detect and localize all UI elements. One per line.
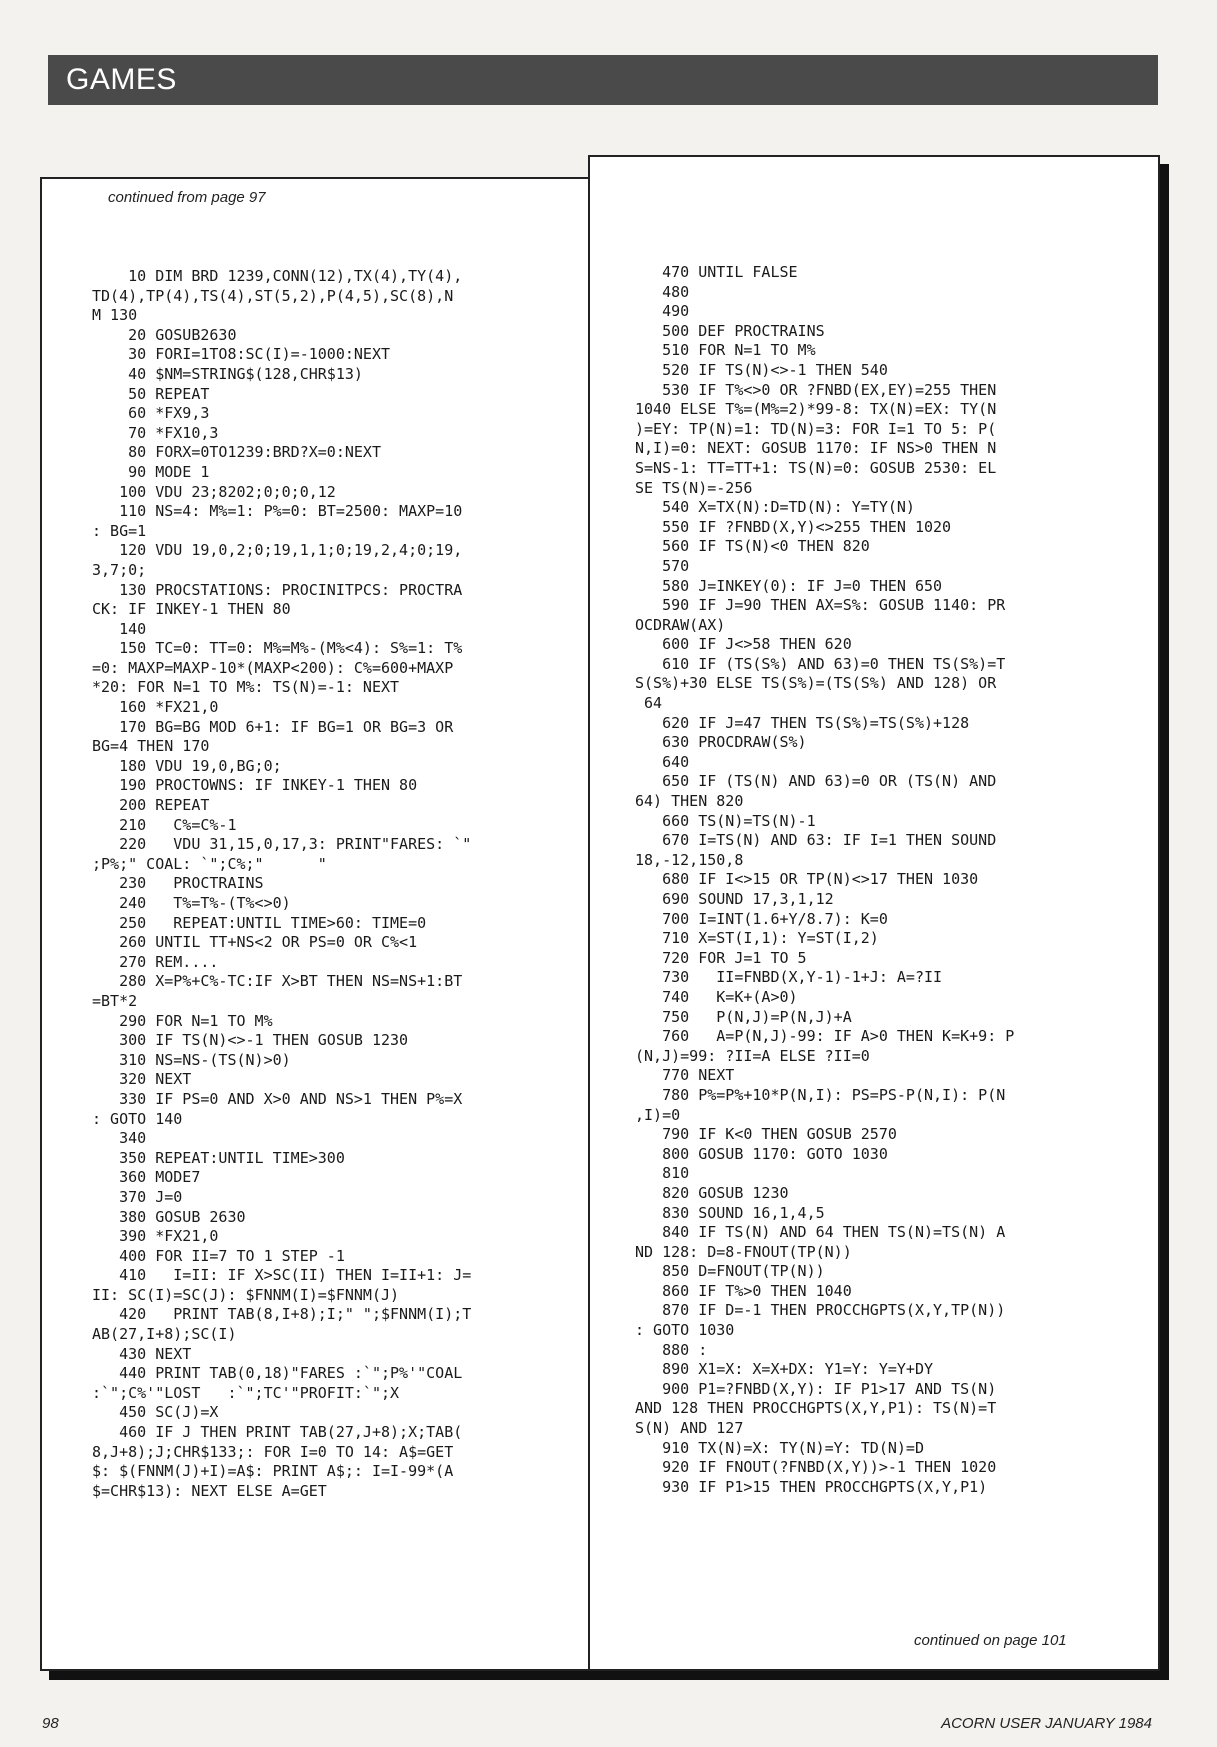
code-line: 410 I=II: IF X>SC(II) THEN I=II+1: J= [92,1266,472,1285]
code-line: 380 GOSUB 2630 [92,1207,246,1226]
code-line: 190 PROCTOWNS: IF INKEY-1 THEN 80 [92,776,418,795]
code-line: 850 D=FNOUT(TP(N)) [635,1262,825,1281]
code-line: SE TS(N)=-256 [635,478,753,497]
code-line: =0: MAXP=MAXP-10*(MAXP<200): C%=600+MAXP [92,658,454,677]
code-line: 770 NEXT [635,1066,735,1085]
code-line: BG=4 THEN 170 [92,737,210,756]
code-line: 64) THEN 820 [635,792,744,811]
code-line: 860 IF T%>0 THEN 1040 [635,1281,852,1300]
code-line: ,I)=0 [635,1105,681,1124]
code-line: : GOTO 1030 [635,1321,735,1340]
code-line: 500 DEF PROCTRAINS [635,321,825,340]
code-line: 60 *FX9,3 [92,404,210,423]
code-listing-left [92,267,471,1501]
code-line: 920 IF FNOUT(?FNBD(X,Y))>-1 THEN 1020 [635,1458,997,1477]
code-line: 430 NEXT [92,1344,192,1363]
code-line: 830 SOUND 16,1,4,5 [635,1203,825,1222]
code-line: 440 PRINT TAB(0,18)"FARES :`";P%'"COAL [92,1364,463,1383]
code-line: 650 IF (TS(N) AND 63)=0 OR (TS(N) AND [635,772,997,791]
code-line: AB(27,I+8);SC(I) [92,1325,237,1344]
code-line: =BT*2 [92,991,138,1010]
code-line: 330 IF PS=0 AND X>0 AND NS>1 THEN P%=X [92,1089,463,1108]
code-line: 910 TX(N)=X: TY(N)=Y: TD(N)=D [635,1438,924,1457]
code-line: 630 PROCDRAW(S%) [635,733,807,752]
code-line: : BG=1 [92,521,147,540]
code-line: 240 T%=T%-(T%<>0) [92,894,291,912]
code-line: M 130 [92,306,138,325]
code-line: 210 C%=C%-1 [92,815,237,834]
code-line: 18,-12,150,8 [635,850,744,869]
listing-panel-left [40,177,610,1671]
code-line: 250 REPEAT:UNTIL TIME>60: TIME=0 [92,913,427,932]
code-line: 750 P(N,J)=P(N,J)+A [635,1007,852,1026]
code-line: 350 REPEAT:UNTIL TIME>300 [92,1148,345,1167]
section-title: GAMES [66,63,177,96]
code-line: 710 X=ST(I,1): Y=ST(I,2) [635,929,879,948]
code-line: 610 IF (TS(S%) AND 63)=0 THEN TS(S%)=T [635,654,1006,673]
continued-on-note: continued on page 101 [914,1632,1067,1649]
code-line: 130 PROCSTATIONS: PROCINITPCS: PROCTRA [92,580,463,599]
code-line: 40 $NM=STRING$(128,CHR$13) [92,364,363,383]
code-line: 100 VDU 23;8202;0;0;0,12 [92,482,336,501]
code-line: AND 128 THEN PROCCHGPTS(X,Y,P1): TS(N)=T [635,1399,997,1418]
code-line: N,I)=0: NEXT: GOSUB 1170: IF NS>0 THEN N [635,439,997,458]
code-line: (N,J)=99: ?II=A ELSE ?II=0 [635,1046,870,1065]
code-line: 340 [92,1129,147,1148]
code-line: 800 GOSUB 1170: GOTO 1030 [635,1144,888,1163]
code-line: 490 [635,302,690,321]
code-line: :`";C%'"LOST :`";TC'"PROFIT:`";X [92,1383,400,1402]
code-line: 510 FOR N=1 TO M% [635,341,816,360]
code-line: 20 GOSUB2630 [92,325,237,344]
code-line: 200 REPEAT [92,796,210,815]
code-line: 660 TS(N)=TS(N)-1 [635,811,816,830]
code-line: 790 IF K<0 THEN GOSUB 2570 [635,1125,897,1144]
code-line: 230 PROCTRAINS [92,874,264,893]
code-line: 520 IF TS(N)<>-1 THEN 540 [635,360,888,379]
code-line: ND 128: D=8-FNOUT(TP(N)) [635,1242,852,1261]
code-line: 730 II=FNBD(X,Y-1)-1+J: A=?II [635,968,943,987]
code-line: S=NS-1: TT=TT+1: TS(N)=0: GOSUB 2530: EL [635,458,997,477]
code-line: 280 X=P%+C%-TC:IF X>BT THEN NS=NS+1:BT [92,972,463,991]
code-line: 620 IF J=47 THEN TS(S%)=TS(S%)+128 [635,713,970,732]
continued-from-note: continued from page 97 [108,189,266,206]
code-line: 680 IF I<>15 OR TP(N)<>17 THEN 1030 [635,870,979,889]
code-line: $=CHR$13): NEXT ELSE A=GET [92,1481,327,1500]
code-line: 690 SOUND 17,3,1,12 [635,890,834,908]
code-line: 80 FORX=0TO1239:BRD?X=0:NEXT [92,443,381,462]
code-line: 110 NS=4: M%=1: P%=0: BT=2500: MAXP=10 [92,502,463,521]
code-line: 590 IF J=90 THEN AX=S%: GOSUB 1140: PR [635,596,1006,615]
code-line: 700 I=INT(1.6+Y/8.7): K=0 [635,909,888,928]
code-line: S(N) AND 127 [635,1419,744,1438]
code-line: 450 SC(J)=X [92,1403,219,1422]
code-line: 400 FOR II=7 TO 1 STEP -1 [92,1246,345,1265]
code-line: 530 IF T%<>0 OR ?FNBD(EX,EY)=255 THEN [635,380,997,399]
code-line: 880 : [635,1340,708,1359]
code-line: 3,7;0; [92,560,147,579]
code-line: 10 DIM BRD 1239,CONN(12),TX(4),TY(4), [92,267,463,285]
code-line: 320 NEXT [92,1070,192,1089]
code-line: 260 UNTIL TT+NS<2 OR PS=0 OR C%<1 [92,933,418,952]
code-line: 360 MODE7 [92,1168,201,1187]
code-line: $: $(FNNM(J)+I)=A$: PRINT A$;: I=I-99*(A [92,1462,454,1481]
code-line: 820 GOSUB 1230 [635,1183,789,1202]
code-line: 930 IF P1>15 THEN PROCCHGPTS(X,Y,P1) [635,1477,988,1496]
code-line: 810 [635,1164,690,1183]
code-listing-right [635,263,1014,1497]
code-line: 600 IF J<>58 THEN 620 [635,635,852,654]
code-line: 64 [635,694,663,713]
code-line: *20: FOR N=1 TO M%: TS(N)=-1: NEXT [92,678,400,697]
code-line: CK: IF INKEY-1 THEN 80 [92,600,291,619]
code-line: II: SC(I)=SC(J): $FNNM(I)=$FNNM(J) [92,1285,400,1304]
code-line: 8,J+8);J;CHR$133;: FOR I=0 TO 14: A$=GET [92,1442,454,1461]
code-line: 300 IF TS(N)<>-1 THEN GOSUB 1230 [92,1031,409,1050]
code-line: 120 VDU 19,0,2;0;19,1,1;0;19,2,4;0;19, [92,541,463,560]
code-line: 480 [635,282,690,301]
code-line: 310 NS=NS-(TS(N)>0) [92,1050,291,1069]
code-line: 570 [635,556,690,575]
listing-panel-right [588,155,1160,1671]
code-line: 270 REM.... [92,952,219,971]
code-line: 50 REPEAT [92,384,210,403]
code-line: 170 BG=BG MOD 6+1: IF BG=1 OR BG=3 OR [92,717,454,736]
code-line: 640 [635,752,690,771]
code-line: TD(4),TP(4),TS(4),ST(5,2),P(4,5),SC(8),N [92,286,454,305]
code-line: 540 X=TX(N):D=TD(N): Y=TY(N) [635,498,915,517]
code-line: ;P%;" COAL: `";C%;" " [92,854,327,873]
code-line: 470 UNTIL FALSE [635,263,798,281]
code-line: 840 IF TS(N) AND 64 THEN TS(N)=TS(N) A [635,1223,1006,1242]
code-line: S(S%)+30 ELSE TS(S%)=(TS(S%) AND 128) OR [635,674,997,693]
code-line: 420 PRINT TAB(8,I+8);I;" ";$FNNM(I);T [92,1305,472,1324]
code-line: 70 *FX10,3 [92,423,219,442]
code-line: 740 K=K+(A>0) [635,987,798,1006]
code-line: 900 P1=?FNBD(X,Y): IF P1>17 AND TS(N) [635,1379,997,1398]
code-line: 390 *FX21,0 [92,1227,219,1246]
code-line: 760 A=P(N,J)-99: IF A>0 THEN K=K+9: P [635,1027,1015,1046]
code-line: 890 X1=X: X=X+DX: Y1=Y: Y=Y+DY [635,1360,934,1379]
code-line: )=EY: TP(N)=1: TD(N)=3: FOR I=1 TO 5: P( [635,419,997,438]
code-line: 180 VDU 19,0,BG;0; [92,756,282,775]
code-line: OCDRAW(AX) [635,615,726,634]
code-line: 720 FOR J=1 TO 5 [635,948,807,967]
magazine-issue: ACORN USER JANUARY 1984 [941,1715,1152,1732]
code-line: 550 IF ?FNBD(X,Y)<>255 THEN 1020 [635,517,952,536]
code-line: 460 IF J THEN PRINT TAB(27,J+8);X;TAB( [92,1423,463,1442]
code-line: 580 J=INKEY(0): IF J=0 THEN 650 [635,576,943,595]
code-line: 90 MODE 1 [92,462,210,481]
code-line: 780 P%=P%+10*P(N,I): PS=PS-P(N,I): P(N [635,1085,1006,1104]
code-line: : GOTO 140 [92,1109,183,1128]
code-line: 140 [92,619,147,638]
code-line: 560 IF TS(N)<0 THEN 820 [635,537,870,556]
page-number: 98 [42,1715,59,1732]
section-header-bar [48,55,1158,105]
code-line: 30 FORI=1TO8:SC(I)=-1000:NEXT [92,345,391,364]
code-line: 150 TC=0: TT=0: M%=M%-(M%<4): S%=1: T% [92,639,463,658]
code-line: 870 IF D=-1 THEN PROCCHGPTS(X,Y,TP(N)) [635,1301,1006,1320]
code-line: 220 VDU 31,15,0,17,3: PRINT"FARES: `" [92,835,472,854]
code-line: 160 *FX21,0 [92,698,219,717]
code-line: 290 FOR N=1 TO M% [92,1011,273,1030]
code-line: 1040 ELSE T%=(M%=2)*99-8: TX(N)=EX: TY(N [635,400,997,419]
code-line: 670 I=TS(N) AND 63: IF I=1 THEN SOUND [635,831,997,850]
code-line: 370 J=0 [92,1187,183,1206]
